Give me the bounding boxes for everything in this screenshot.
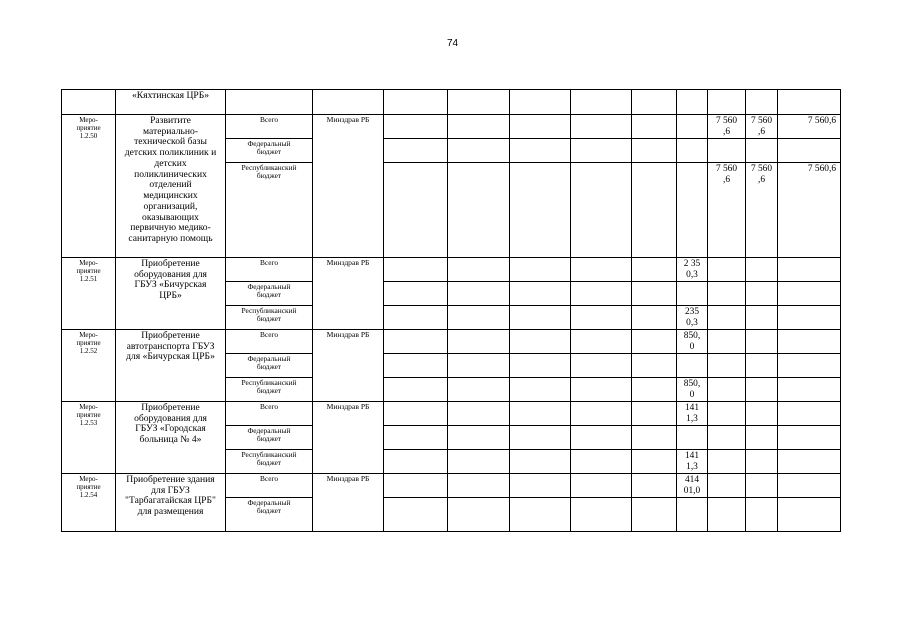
year-value-empty-cell — [448, 258, 510, 282]
year-value-empty-cell — [384, 402, 448, 426]
measure-number-cell: Меро- приятие 1.2.53 — [62, 402, 116, 474]
year-value-empty-cell — [510, 115, 571, 139]
year-value-empty-cell — [510, 378, 571, 402]
measure-name-cell: Приобретение здания для ГБУЗ "Тарбагатайская ЦРБ" для размещения — [116, 474, 226, 532]
year-value-empty-cell — [571, 426, 632, 450]
year-value-empty-cell — [448, 163, 510, 258]
year-value-empty-cell — [384, 450, 448, 474]
value-cell — [677, 354, 708, 378]
funding-source-cell: Федеральный бюджет — [226, 426, 313, 450]
year-value-empty-cell — [448, 282, 510, 306]
year-value-empty-cell — [448, 498, 510, 532]
year-value-empty-cell — [632, 402, 677, 426]
value-cell — [778, 306, 841, 330]
year-value-empty-cell — [510, 474, 571, 498]
measure-name-cell: «Кяхтинская ЦРБ» — [116, 90, 226, 115]
year-value-empty-cell — [510, 354, 571, 378]
year-value-empty-cell — [632, 115, 677, 139]
value-cell: 7 560 ,6 — [708, 115, 746, 139]
measure-number-cell — [62, 90, 116, 115]
value-cell: 850, 0 — [677, 330, 708, 354]
year-value-empty-cell — [571, 282, 632, 306]
value-cell — [778, 450, 841, 474]
funding-source-cell: Федеральный бюджет — [226, 354, 313, 378]
year-value-empty-cell — [632, 258, 677, 282]
year-value-empty-cell — [384, 282, 448, 306]
value-cell — [677, 139, 708, 163]
funding-source-cell: Всего — [226, 474, 313, 498]
continuation-empty-cell — [510, 90, 571, 115]
value-cell — [778, 402, 841, 426]
value-cell — [746, 450, 778, 474]
year-value-empty-cell — [448, 330, 510, 354]
funding-source-cell: Республиканский бюджет — [226, 163, 313, 258]
year-value-empty-cell — [571, 258, 632, 282]
year-value-empty-cell — [632, 378, 677, 402]
year-value-empty-cell — [448, 402, 510, 426]
year-value-empty-cell — [384, 163, 448, 258]
value-cell — [778, 258, 841, 282]
continuation-empty-cell — [448, 90, 510, 115]
year-value-empty-cell — [571, 115, 632, 139]
continuation-empty-cell — [778, 90, 841, 115]
year-value-empty-cell — [510, 498, 571, 532]
table-row — [62, 474, 841, 498]
value-cell — [778, 139, 841, 163]
value-cell: 7 560 ,6 — [708, 163, 746, 258]
year-value-empty-cell — [384, 378, 448, 402]
table-row — [62, 115, 841, 139]
year-value-empty-cell — [384, 258, 448, 282]
measure-name-cell: Приобретение оборудования для ГБУЗ «Бичурская ЦРБ» — [116, 258, 226, 330]
funding-source-cell: Федеральный бюджет — [226, 498, 313, 532]
continuation-empty-cell — [384, 90, 448, 115]
value-cell: 7 560,6 — [778, 115, 841, 139]
continuation-empty-cell — [632, 90, 677, 115]
year-value-empty-cell — [448, 354, 510, 378]
value-cell — [746, 426, 778, 450]
year-value-empty-cell — [510, 306, 571, 330]
value-cell — [746, 282, 778, 306]
value-cell — [708, 474, 746, 498]
year-value-empty-cell — [571, 306, 632, 330]
continuation-empty-cell — [313, 90, 384, 115]
value-cell — [708, 402, 746, 426]
year-value-empty-cell — [448, 115, 510, 139]
year-value-empty-cell — [571, 378, 632, 402]
year-value-empty-cell — [384, 474, 448, 498]
year-value-empty-cell — [571, 163, 632, 258]
value-cell — [746, 402, 778, 426]
funding-source-cell: Федеральный бюджет — [226, 282, 313, 306]
year-value-empty-cell — [384, 498, 448, 532]
year-value-empty-cell — [632, 498, 677, 532]
value-cell: 235 0,3 — [677, 306, 708, 330]
value-cell — [708, 426, 746, 450]
executor-cell: Минздрав РБ — [313, 258, 384, 330]
year-value-empty-cell — [571, 330, 632, 354]
year-value-empty-cell — [632, 163, 677, 258]
year-value-empty-cell — [510, 139, 571, 163]
funding-source-cell: Всего — [226, 330, 313, 354]
executor-cell: Минздрав РБ — [313, 330, 384, 402]
year-value-empty-cell — [571, 474, 632, 498]
value-cell: 7 560,6 — [778, 163, 841, 258]
year-value-empty-cell — [571, 354, 632, 378]
value-cell: 141 1,3 — [677, 450, 708, 474]
value-cell — [746, 378, 778, 402]
value-cell — [677, 115, 708, 139]
table-row — [62, 258, 841, 282]
value-cell — [708, 139, 746, 163]
measure-name-cell: Приобретение автотранспорта ГБУЗ для «Бичурская ЦРБ» — [116, 330, 226, 402]
executor-cell: Минздрав РБ — [313, 115, 384, 258]
value-cell — [746, 498, 778, 532]
year-value-empty-cell — [510, 282, 571, 306]
year-value-empty-cell — [384, 330, 448, 354]
year-value-empty-cell — [571, 450, 632, 474]
year-value-empty-cell — [448, 139, 510, 163]
value-cell — [778, 282, 841, 306]
table-row — [62, 330, 841, 354]
value-cell — [708, 450, 746, 474]
value-cell: 7 560 ,6 — [746, 115, 778, 139]
program-measures-table — [61, 89, 841, 532]
funding-source-cell: Федеральный бюджет — [226, 139, 313, 163]
year-value-empty-cell — [384, 139, 448, 163]
measure-name-cell: Приобретение оборудования для ГБУЗ «Городская больница № 4» — [116, 402, 226, 474]
value-cell — [677, 498, 708, 532]
continuation-empty-cell — [571, 90, 632, 115]
measure-number-cell: Меро- приятие 1.2.50 — [62, 115, 116, 258]
value-cell — [677, 163, 708, 258]
year-value-empty-cell — [510, 330, 571, 354]
value-cell — [746, 258, 778, 282]
year-value-empty-cell — [448, 426, 510, 450]
year-value-empty-cell — [510, 450, 571, 474]
table-row — [62, 90, 841, 115]
funding-source-cell: Республиканский бюджет — [226, 378, 313, 402]
year-value-empty-cell — [571, 402, 632, 426]
year-value-empty-cell — [510, 426, 571, 450]
funding-source-cell: Всего — [226, 258, 313, 282]
continuation-empty-cell — [226, 90, 313, 115]
year-value-empty-cell — [384, 354, 448, 378]
value-cell: 414 01,0 — [677, 474, 708, 498]
executor-cell: Минздрав РБ — [313, 402, 384, 474]
value-cell — [746, 354, 778, 378]
value-cell — [778, 378, 841, 402]
year-value-empty-cell — [632, 354, 677, 378]
value-cell — [708, 258, 746, 282]
table-row — [62, 402, 841, 426]
year-value-empty-cell — [384, 426, 448, 450]
value-cell — [708, 378, 746, 402]
year-value-empty-cell — [448, 474, 510, 498]
continuation-empty-cell — [746, 90, 778, 115]
value-cell: 850, 0 — [677, 378, 708, 402]
value-cell: 141 1,3 — [677, 402, 708, 426]
year-value-empty-cell — [632, 306, 677, 330]
continuation-empty-cell — [677, 90, 708, 115]
value-cell — [708, 498, 746, 532]
year-value-empty-cell — [632, 282, 677, 306]
value-cell — [708, 330, 746, 354]
funding-source-cell: Всего — [226, 402, 313, 426]
measure-number-cell: Меро- приятие 1.2.52 — [62, 330, 116, 402]
year-value-empty-cell — [632, 474, 677, 498]
table-body — [62, 90, 841, 532]
funding-source-cell: Всего — [226, 115, 313, 139]
value-cell — [746, 139, 778, 163]
year-value-empty-cell — [571, 139, 632, 163]
year-value-empty-cell — [571, 498, 632, 532]
year-value-empty-cell — [448, 306, 510, 330]
value-cell: 2 35 0,3 — [677, 258, 708, 282]
value-cell — [778, 330, 841, 354]
value-cell — [778, 354, 841, 378]
continuation-empty-cell — [708, 90, 746, 115]
year-value-empty-cell — [384, 115, 448, 139]
value-cell — [677, 426, 708, 450]
year-value-empty-cell — [448, 378, 510, 402]
executor-cell: Минздрав РБ — [313, 474, 384, 532]
value-cell: 7 560 ,6 — [746, 163, 778, 258]
value-cell — [778, 498, 841, 532]
year-value-empty-cell — [632, 426, 677, 450]
year-value-empty-cell — [448, 450, 510, 474]
value-cell — [677, 282, 708, 306]
measure-number-cell: Меро- приятие 1.2.51 — [62, 258, 116, 330]
year-value-empty-cell — [510, 258, 571, 282]
year-value-empty-cell — [632, 330, 677, 354]
year-value-empty-cell — [632, 450, 677, 474]
value-cell — [708, 282, 746, 306]
funding-source-cell: Республиканский бюджет — [226, 306, 313, 330]
value-cell — [778, 474, 841, 498]
value-cell — [746, 330, 778, 354]
page-number: 74 — [446, 38, 459, 49]
funding-source-cell: Республиканский бюджет — [226, 450, 313, 474]
year-value-empty-cell — [510, 163, 571, 258]
value-cell — [708, 306, 746, 330]
year-value-empty-cell — [510, 402, 571, 426]
value-cell — [746, 474, 778, 498]
value-cell — [778, 426, 841, 450]
value-cell — [746, 306, 778, 330]
year-value-empty-cell — [632, 139, 677, 163]
measure-number-cell: Меро- приятие 1.2.54 — [62, 474, 116, 532]
value-cell — [708, 354, 746, 378]
measure-name-cell: Развитите материально- технической базы детских поликлиник и детских поликлинических отделений медицинских организаций, оказывающих первичную медико- санитарную помощь — [116, 115, 226, 258]
year-value-empty-cell — [384, 306, 448, 330]
